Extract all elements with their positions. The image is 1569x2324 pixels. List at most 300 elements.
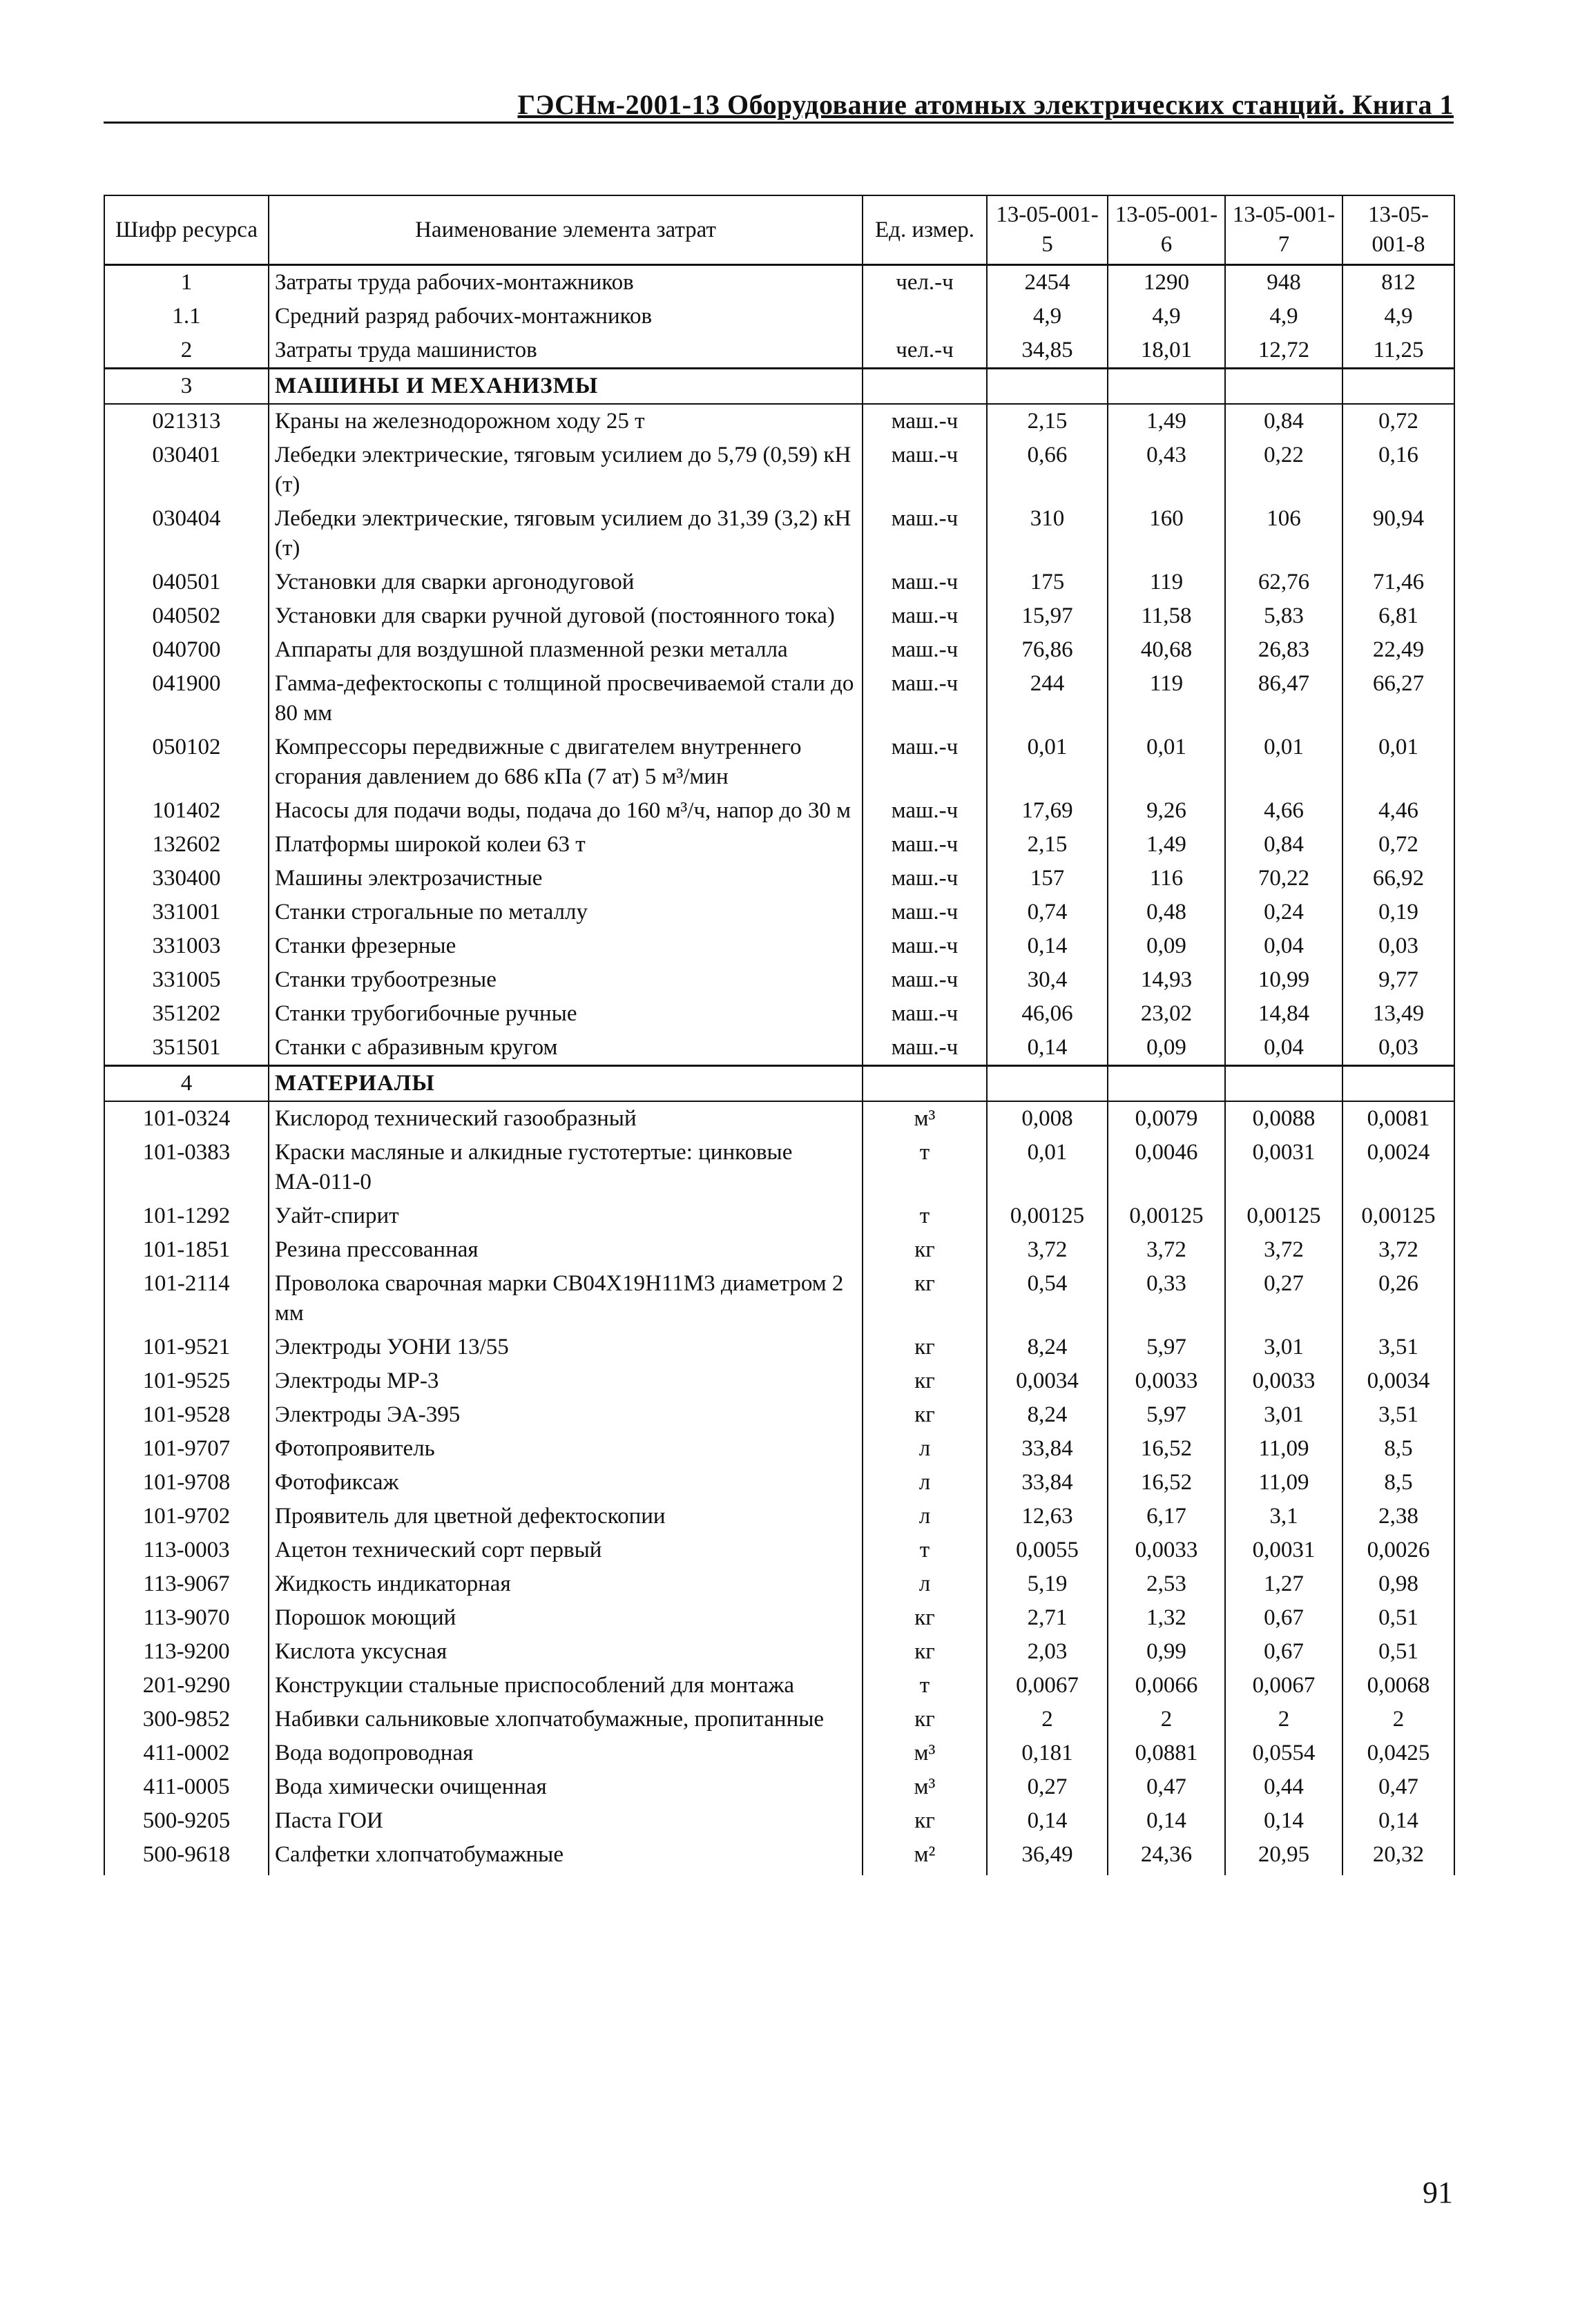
value-cell: 0,00125 [1342, 1199, 1454, 1233]
value-cell: 0,67 [1225, 1635, 1342, 1669]
table-row [104, 1804, 1454, 1838]
empty-cell [987, 1066, 1108, 1102]
value-cell: 2 [1342, 1703, 1454, 1736]
table-row [104, 730, 1454, 794]
value-cell: 2454 [987, 265, 1108, 300]
resource-code-cell: 201-9290 [104, 1669, 269, 1703]
value-cell: 0,0067 [987, 1669, 1108, 1703]
value-cell: 11,09 [1225, 1466, 1342, 1500]
value-cell: 0,01 [987, 730, 1108, 794]
unit-cell: л [863, 1466, 987, 1500]
value-cell: 11,25 [1342, 333, 1454, 369]
resource-code-cell: 1.1 [104, 300, 269, 333]
value-cell: 0,72 [1342, 404, 1454, 438]
resource-code-cell: 113-9200 [104, 1635, 269, 1669]
value-cell: 0,0425 [1342, 1736, 1454, 1770]
value-cell: 106 [1225, 502, 1342, 565]
value-cell: 1,49 [1108, 828, 1225, 862]
value-cell: 13,49 [1342, 997, 1454, 1031]
table-row [104, 895, 1454, 929]
unit-cell: маш.-ч [863, 565, 987, 599]
value-cell: 22,49 [1342, 633, 1454, 667]
table-row [104, 1601, 1454, 1635]
value-cell: 12,63 [987, 1500, 1108, 1533]
resource-name-cell: Станки фрезерные [269, 929, 863, 963]
table-row [104, 1703, 1454, 1736]
value-cell: 0,98 [1342, 1567, 1454, 1601]
page-number: 91 [1423, 2176, 1453, 2209]
value-cell: 11,09 [1225, 1432, 1342, 1466]
value-cell: 3,72 [1108, 1233, 1225, 1267]
value-cell: 86,47 [1225, 667, 1342, 730]
value-cell: 0,09 [1108, 1031, 1225, 1066]
table-row [104, 300, 1454, 333]
value-cell: 0,43 [1108, 438, 1225, 502]
value-cell: 62,76 [1225, 565, 1342, 599]
table-row [104, 1466, 1454, 1500]
resource-name-cell: Вода химически очищенная [269, 1770, 863, 1804]
table-row [104, 599, 1454, 633]
value-cell: 17,69 [987, 794, 1108, 828]
value-cell: 0,27 [987, 1770, 1108, 1804]
empty-cell [1225, 369, 1342, 405]
value-cell: 175 [987, 565, 1108, 599]
unit-cell: маш.-ч [863, 502, 987, 565]
value-cell: 8,24 [987, 1398, 1108, 1432]
value-cell: 4,9 [1342, 300, 1454, 333]
value-cell: 70,22 [1225, 862, 1342, 895]
unit-cell: маш.-ч [863, 633, 987, 667]
value-cell: 0,19 [1342, 895, 1454, 929]
value-cell: 0,181 [987, 1736, 1108, 1770]
value-cell: 4,9 [1225, 300, 1342, 333]
value-cell: 0,01 [1108, 730, 1225, 794]
value-cell: 812 [1342, 265, 1454, 300]
unit-cell: маш.-ч [863, 862, 987, 895]
resource-code-cell: 101-0383 [104, 1136, 269, 1199]
value-cell: 948 [1225, 265, 1342, 300]
value-cell: 0,14 [987, 1031, 1108, 1066]
value-cell: 33,84 [987, 1466, 1108, 1500]
value-cell: 244 [987, 667, 1108, 730]
table-header-row [104, 195, 1454, 265]
value-cell: 3,51 [1342, 1330, 1454, 1364]
resource-name-cell: Ацетон технический сорт первый [269, 1533, 863, 1567]
value-cell: 0,03 [1342, 929, 1454, 963]
resource-code-cell: 101-9702 [104, 1500, 269, 1533]
unit-cell: маш.-ч [863, 1031, 987, 1066]
col-header-c1: 13-05-001-5 [987, 195, 1108, 265]
section-row [104, 1066, 1454, 1102]
value-cell: 0,01 [1225, 730, 1342, 794]
resource-code-cell: 330400 [104, 862, 269, 895]
resource-code-cell: 101-1851 [104, 1233, 269, 1267]
resource-name-cell: Кислота уксусная [269, 1635, 863, 1669]
table-row [104, 1267, 1454, 1330]
value-cell: 3,72 [1342, 1233, 1454, 1267]
table-row [104, 633, 1454, 667]
value-cell: 8,5 [1342, 1466, 1454, 1500]
value-cell: 9,77 [1342, 963, 1454, 997]
unit-cell: м³ [863, 1770, 987, 1804]
value-cell: 5,19 [987, 1567, 1108, 1601]
resource-name-cell: Уайт-спирит [269, 1199, 863, 1233]
resource-name-cell: Краны на железнодорожном ходу 25 т [269, 404, 863, 438]
value-cell: 66,27 [1342, 667, 1454, 730]
empty-cell [863, 1066, 987, 1102]
value-cell: 116 [1108, 862, 1225, 895]
unit-cell: т [863, 1533, 987, 1567]
value-cell: 0,04 [1225, 929, 1342, 963]
resource-code-cell: 331003 [104, 929, 269, 963]
value-cell: 3,01 [1225, 1398, 1342, 1432]
value-cell: 2,53 [1108, 1567, 1225, 1601]
resource-name-cell: Кислород технический газообразный [269, 1101, 863, 1136]
unit-cell: кг [863, 1398, 987, 1432]
value-cell: 0,44 [1225, 1770, 1342, 1804]
section-row [104, 369, 1454, 405]
unit-cell: кг [863, 1364, 987, 1398]
empty-cell [1342, 1066, 1454, 1102]
page-header-title: ГЭСНм-2001-13 Оборудование атомных электрических станций. Книга 1 [517, 89, 1454, 120]
resource-code-cell: 040501 [104, 565, 269, 599]
value-cell: 0,0881 [1108, 1736, 1225, 1770]
unit-cell: маш.-ч [863, 828, 987, 862]
table-row [104, 438, 1454, 502]
table-row [104, 1533, 1454, 1567]
value-cell: 5,97 [1108, 1330, 1225, 1364]
value-cell: 0,0067 [1225, 1669, 1342, 1703]
table-row [104, 333, 1454, 369]
resource-code-cell: 101-9528 [104, 1398, 269, 1432]
resource-code-cell: 411-0005 [104, 1770, 269, 1804]
value-cell: 34,85 [987, 333, 1108, 369]
unit-cell: маш.-ч [863, 599, 987, 633]
unit-cell: маш.-ч [863, 438, 987, 502]
value-cell: 23,02 [1108, 997, 1225, 1031]
value-cell: 119 [1108, 565, 1225, 599]
table-row [104, 265, 1454, 300]
value-cell: 0,0068 [1342, 1669, 1454, 1703]
value-cell: 90,94 [1342, 502, 1454, 565]
unit-cell: чел.-ч [863, 333, 987, 369]
table-row [104, 1838, 1454, 1875]
resource-name-cell: Установки для сварки аргонодуговой [269, 565, 863, 599]
value-cell: 14,84 [1225, 997, 1342, 1031]
value-cell: 4,9 [1108, 300, 1225, 333]
value-cell: 16,52 [1108, 1432, 1225, 1466]
value-cell: 16,52 [1108, 1466, 1225, 1500]
value-cell: 0,26 [1342, 1267, 1454, 1330]
resource-code-cell: 300-9852 [104, 1703, 269, 1736]
value-cell: 0,0066 [1108, 1669, 1225, 1703]
resource-name-cell: Лебедки электрические, тяговым усилием до 5,79 (0,59) кН (т) [269, 438, 863, 502]
resource-name-cell: Резина прессованная [269, 1233, 863, 1267]
table-row [104, 1364, 1454, 1398]
empty-cell [1225, 1066, 1342, 1102]
col-header-c2: 13-05-001-6 [1108, 195, 1225, 265]
resource-code-cell: 132602 [104, 828, 269, 862]
resource-name-cell: Платформы широкой колеи 63 т [269, 828, 863, 862]
resource-code-cell: 030404 [104, 502, 269, 565]
value-cell: 15,97 [987, 599, 1108, 633]
resource-code-cell: 101-2114 [104, 1267, 269, 1330]
value-cell: 0,0034 [1342, 1364, 1454, 1398]
table-row [104, 502, 1454, 565]
value-cell: 0,0031 [1225, 1533, 1342, 1567]
value-cell: 1,49 [1108, 404, 1225, 438]
resource-name-cell: Станки трубогибочные ручные [269, 997, 863, 1031]
value-cell: 12,72 [1225, 333, 1342, 369]
table-row [104, 1031, 1454, 1066]
resource-name-cell: Гамма-дефектоскопы с толщиной просвечиваемой стали до 80 мм [269, 667, 863, 730]
col-header-c4: 13-05-001-8 [1342, 195, 1454, 265]
table-row [104, 1432, 1454, 1466]
value-cell: 0,27 [1225, 1267, 1342, 1330]
unit-cell: кг [863, 1330, 987, 1364]
resource-name-cell: Проволока сварочная марки СВ04Х19Н11М3 диаметром 2 мм [269, 1267, 863, 1330]
value-cell: 2,15 [987, 404, 1108, 438]
value-cell: 0,0026 [1342, 1533, 1454, 1567]
resource-code-cell: 113-0003 [104, 1533, 269, 1567]
value-cell: 0,14 [987, 929, 1108, 963]
resource-name-cell: Затраты труда рабочих-монтажников [269, 265, 863, 300]
resource-name-cell: Электроды МР-3 [269, 1364, 863, 1398]
value-cell: 6,17 [1108, 1500, 1225, 1533]
value-cell: 1,27 [1225, 1567, 1342, 1601]
table-row [104, 1136, 1454, 1199]
value-cell: 0,14 [1342, 1804, 1454, 1838]
unit-cell: маш.-ч [863, 963, 987, 997]
resource-name-cell: Аппараты для воздушной плазменной резки металла [269, 633, 863, 667]
value-cell: 46,06 [987, 997, 1108, 1031]
table-row [104, 1500, 1454, 1533]
unit-cell: т [863, 1669, 987, 1703]
table-row [104, 1101, 1454, 1136]
value-cell: 36,49 [987, 1838, 1108, 1875]
col-header-unit: Ед. измер. [863, 195, 987, 265]
resource-name-cell: Порошок моющий [269, 1601, 863, 1635]
empty-cell [863, 369, 987, 405]
value-cell: 2,71 [987, 1601, 1108, 1635]
resource-code-cell: 101-9521 [104, 1330, 269, 1364]
value-cell: 76,86 [987, 633, 1108, 667]
header-rule [104, 122, 1454, 124]
value-cell: 8,5 [1342, 1432, 1454, 1466]
resource-name-cell: Фотопроявитель [269, 1432, 863, 1466]
value-cell: 8,24 [987, 1330, 1108, 1364]
value-cell: 0,09 [1108, 929, 1225, 963]
unit-cell: кг [863, 1703, 987, 1736]
unit-cell: кг [863, 1804, 987, 1838]
value-cell: 5,97 [1108, 1398, 1225, 1432]
resource-code-cell: 101402 [104, 794, 269, 828]
value-cell: 0,74 [987, 895, 1108, 929]
resource-name-cell: Электроды УОНИ 13/55 [269, 1330, 863, 1364]
table-row [104, 1398, 1454, 1432]
value-cell: 0,14 [987, 1804, 1108, 1838]
value-cell: 0,14 [1225, 1804, 1342, 1838]
unit-cell: м³ [863, 1736, 987, 1770]
resource-name-cell: Вода водопроводная [269, 1736, 863, 1770]
unit-cell: м³ [863, 1101, 987, 1136]
value-cell: 1,32 [1108, 1601, 1225, 1635]
value-cell: 20,32 [1342, 1838, 1454, 1875]
table-row [104, 1233, 1454, 1267]
resource-code-cell: 030401 [104, 438, 269, 502]
table-row [104, 404, 1454, 438]
resource-name-cell: Паста ГОИ [269, 1804, 863, 1838]
table-row [104, 667, 1454, 730]
value-cell: 3,01 [1225, 1330, 1342, 1364]
resource-code-cell: 113-9067 [104, 1567, 269, 1601]
resource-table [104, 195, 1455, 1875]
unit-cell: л [863, 1567, 987, 1601]
table-row [104, 794, 1454, 828]
resource-name-cell: Электроды ЭА-395 [269, 1398, 863, 1432]
value-cell: 0,0088 [1225, 1101, 1342, 1136]
resource-name-cell: Жидкость индикаторная [269, 1567, 863, 1601]
empty-cell [987, 369, 1108, 405]
value-cell: 9,26 [1108, 794, 1225, 828]
unit-cell: маш.-ч [863, 929, 987, 963]
unit-cell: л [863, 1432, 987, 1466]
value-cell: 4,46 [1342, 794, 1454, 828]
table-row [104, 1199, 1454, 1233]
resource-name-cell: Краски масляные и алкидные густотертые: цинковые МА-011-0 [269, 1136, 863, 1199]
value-cell: 71,46 [1342, 565, 1454, 599]
value-cell: 0,0033 [1108, 1364, 1225, 1398]
value-cell: 30,4 [987, 963, 1108, 997]
value-cell: 0,0033 [1108, 1533, 1225, 1567]
unit-cell: т [863, 1136, 987, 1199]
value-cell: 18,01 [1108, 333, 1225, 369]
value-cell: 1290 [1108, 265, 1225, 300]
resource-code-cell: 1 [104, 265, 269, 300]
resource-code-cell: 101-9708 [104, 1466, 269, 1500]
unit-cell: маш.-ч [863, 667, 987, 730]
value-cell: 14,93 [1108, 963, 1225, 997]
value-cell: 0,51 [1342, 1601, 1454, 1635]
resource-code-cell: 101-1292 [104, 1199, 269, 1233]
value-cell: 0,48 [1108, 895, 1225, 929]
value-cell: 0,0081 [1342, 1101, 1454, 1136]
unit-cell: маш.-ч [863, 895, 987, 929]
table-row [104, 1635, 1454, 1669]
value-cell: 0,84 [1225, 404, 1342, 438]
col-header-code: Шифр ресурса [104, 195, 269, 265]
value-cell: 0,00125 [1225, 1199, 1342, 1233]
unit-cell [863, 300, 987, 333]
value-cell: 0,00125 [1108, 1199, 1225, 1233]
value-cell: 0,67 [1225, 1601, 1342, 1635]
resource-name-cell: Набивки сальниковые хлопчатобумажные, пропитанные [269, 1703, 863, 1736]
unit-cell: л [863, 1500, 987, 1533]
resource-name-cell: Лебедки электрические, тяговым усилием до 31,39 (3,2) кН (т) [269, 502, 863, 565]
resource-code-cell: 021313 [104, 404, 269, 438]
value-cell: 2 [1108, 1703, 1225, 1736]
resource-name-cell: Затраты труда машинистов [269, 333, 863, 369]
value-cell: 0,008 [987, 1101, 1108, 1136]
resource-name-cell: Средний разряд рабочих-монтажников [269, 300, 863, 333]
value-cell: 310 [987, 502, 1108, 565]
section-code-cell: 4 [104, 1066, 269, 1102]
table-row [104, 565, 1454, 599]
value-cell: 20,95 [1225, 1838, 1342, 1875]
value-cell: 0,01 [1342, 730, 1454, 794]
value-cell: 0,33 [1108, 1267, 1225, 1330]
value-cell: 5,83 [1225, 599, 1342, 633]
unit-cell: кг [863, 1267, 987, 1330]
unit-cell: чел.-ч [863, 265, 987, 300]
value-cell: 0,99 [1108, 1635, 1225, 1669]
value-cell: 0,01 [987, 1136, 1108, 1199]
resource-name-cell: Компрессоры передвижные с двигателем внутреннего сгорания давлением до 686 кПа (7 ат) 5 м³/мин [269, 730, 863, 794]
resource-code-cell: 351501 [104, 1031, 269, 1066]
empty-cell [1108, 1066, 1225, 1102]
value-cell: 0,66 [987, 438, 1108, 502]
value-cell: 0,0079 [1108, 1101, 1225, 1136]
value-cell: 157 [987, 862, 1108, 895]
value-cell: 0,84 [1225, 828, 1342, 862]
resource-name-cell: Станки строгальные по металлу [269, 895, 863, 929]
unit-cell: маш.-ч [863, 997, 987, 1031]
unit-cell: кг [863, 1233, 987, 1267]
table-row [104, 997, 1454, 1031]
unit-cell: кг [863, 1601, 987, 1635]
col-header-name: Наименование элемента затрат [269, 195, 863, 265]
value-cell: 0,04 [1225, 1031, 1342, 1066]
value-cell: 0,14 [1108, 1804, 1225, 1838]
value-cell: 40,68 [1108, 633, 1225, 667]
value-cell: 2 [987, 1703, 1108, 1736]
resource-name-cell: Насосы для подачи воды, подача до 160 м³/ч, напор до 30 м [269, 794, 863, 828]
value-cell: 11,58 [1108, 599, 1225, 633]
value-cell: 3,72 [1225, 1233, 1342, 1267]
value-cell: 0,0554 [1225, 1736, 1342, 1770]
value-cell: 0,47 [1342, 1770, 1454, 1804]
value-cell: 26,83 [1225, 633, 1342, 667]
value-cell: 33,84 [987, 1432, 1108, 1466]
resource-name-cell: Станки трубоотрезные [269, 963, 863, 997]
section-code-cell: 3 [104, 369, 269, 405]
value-cell: 66,92 [1342, 862, 1454, 895]
empty-cell [1342, 369, 1454, 405]
value-cell: 0,16 [1342, 438, 1454, 502]
resource-code-cell: 101-9525 [104, 1364, 269, 1398]
resource-name-cell: Установки для сварки ручной дуговой (постоянного тока) [269, 599, 863, 633]
resource-code-cell: 113-9070 [104, 1601, 269, 1635]
resource-code-cell: 040502 [104, 599, 269, 633]
unit-cell: маш.-ч [863, 730, 987, 794]
resource-name-cell: Фотофиксаж [269, 1466, 863, 1500]
unit-cell: кг [863, 1635, 987, 1669]
value-cell: 6,81 [1342, 599, 1454, 633]
unit-cell: т [863, 1199, 987, 1233]
value-cell: 4,9 [987, 300, 1108, 333]
value-cell: 0,24 [1225, 895, 1342, 929]
table-row [104, 828, 1454, 862]
unit-cell: м² [863, 1838, 987, 1875]
value-cell: 24,36 [1108, 1838, 1225, 1875]
resource-name-cell: Станки с абразивным кругом [269, 1031, 863, 1066]
resource-code-cell: 351202 [104, 997, 269, 1031]
value-cell: 3,72 [987, 1233, 1108, 1267]
value-cell: 0,0024 [1342, 1136, 1454, 1199]
value-cell: 0,47 [1108, 1770, 1225, 1804]
value-cell: 2,38 [1342, 1500, 1454, 1533]
value-cell: 0,0046 [1108, 1136, 1225, 1199]
